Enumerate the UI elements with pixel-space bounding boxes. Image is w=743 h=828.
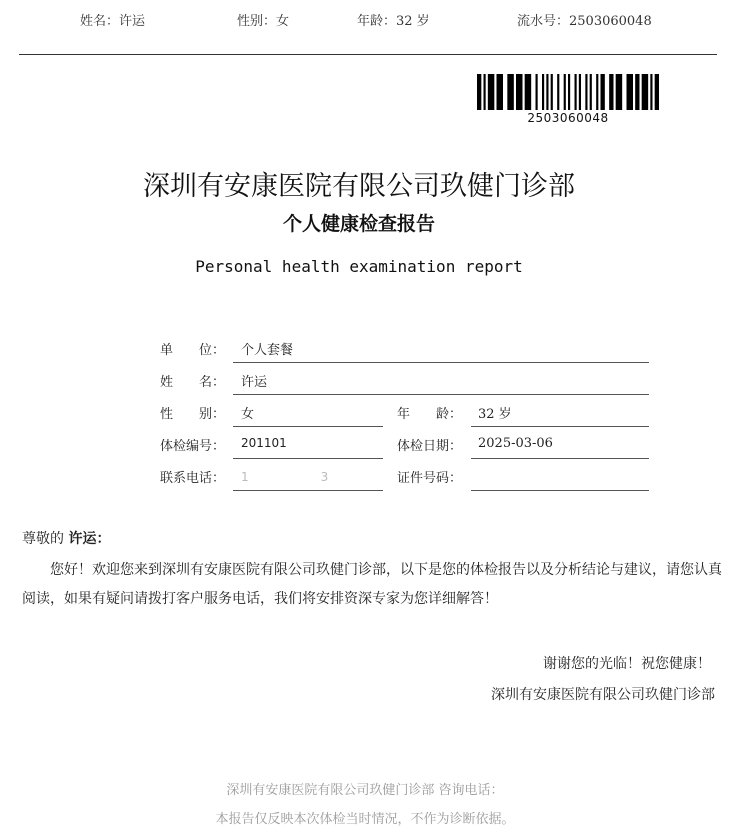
barcode-bar (516, 74, 523, 110)
footer-contact: 深圳有安康医院有限公司玖健门诊部 咨询电话： (226, 783, 504, 798)
phone-label: 联系电话： (160, 471, 226, 486)
barcode-bar (616, 74, 623, 110)
phone-value: 1 3 (241, 470, 329, 484)
page-header (0, 10, 743, 30)
age-underline (471, 426, 649, 427)
gender-value: 女 (241, 407, 255, 422)
barcode-bar (609, 74, 613, 110)
barcode-bar (546, 74, 548, 110)
barcode-bar (557, 74, 559, 110)
thanks-line: 谢谢您的光临！祝您健康！ (543, 656, 711, 672)
name-label: 姓 名： (160, 375, 226, 390)
exam-no-value: 201101 (241, 436, 287, 450)
barcode-bar (497, 74, 504, 110)
exam-date-value: 2025-03-06 (478, 436, 553, 451)
barcode-bar (525, 74, 532, 110)
header-gender: 性别：女 (237, 14, 290, 29)
barcode-bar (575, 74, 577, 110)
id-underline (471, 490, 649, 491)
barcode-bar (477, 74, 481, 110)
header-name: 姓名：许运 (80, 14, 146, 29)
barcode-bar (585, 74, 587, 110)
barcode-bar (564, 74, 566, 110)
phone-underline (233, 490, 383, 491)
gender-underline (233, 426, 383, 427)
unit-label: 单 位： (160, 343, 226, 358)
barcode-bar (642, 74, 649, 110)
recipient-name: 许运： (68, 531, 111, 547)
barcode-bar (484, 74, 486, 110)
name-value: 许运 (241, 375, 268, 390)
header-serial: 流水号：2503060048 (517, 14, 652, 29)
barcode-bar (635, 74, 639, 110)
barcode-bar (507, 74, 514, 110)
barcode-image (477, 74, 659, 110)
salutation (22, 528, 110, 548)
barcode (477, 74, 659, 125)
barcode-bar (655, 74, 659, 110)
barcode-bar (601, 74, 605, 110)
barcode-bar (579, 74, 581, 110)
barcode-bar (542, 74, 544, 110)
exam-date-label: 体检日期： (397, 439, 463, 454)
barcode-bar (627, 74, 634, 110)
report-title-en: Personal health examination report (195, 257, 523, 276)
barcode-bar (568, 74, 570, 110)
exam-no-underline (233, 458, 383, 459)
id-label: 证件号码： (397, 471, 463, 486)
exam-date-underline (471, 458, 649, 459)
letter-body: 您好！欢迎您来到深圳有安康医院有限公司玖健门诊部，以下是您的体检报告以及分析结论与建议，请您认真阅读，如果有疑问请拨打客户服务电话，我们将安排资深专家为您详细解答！ (22, 562, 722, 607)
footer-disclaimer: 本报告仅反映本次体检当时情况，不作为诊断依据。 (215, 812, 515, 827)
header-age: 年龄：32 岁 (357, 14, 430, 29)
barcode-bar (551, 74, 553, 110)
gender-label: 性 别： (160, 407, 226, 422)
report-title-cn: 个人健康检查报告 (282, 213, 435, 235)
header-divider (19, 54, 717, 55)
barcode-bar (650, 74, 652, 110)
barcode-number: 2503060048 (527, 111, 609, 125)
barcode-bar (596, 74, 598, 110)
unit-value: 个人套餐 (241, 343, 294, 358)
age-value: 32 岁 (478, 407, 512, 422)
hospital-name: 深圳有安康医院有限公司玖健门诊部 (143, 171, 575, 202)
unit-underline (233, 362, 649, 363)
barcode-bar (536, 74, 538, 110)
age-label: 年 龄： (397, 407, 463, 422)
salutation-text: 尊敬的 (22, 531, 64, 547)
exam-no-label: 体检编号： (160, 439, 226, 454)
barcode-bar (590, 74, 592, 110)
barcode-bar (488, 74, 495, 110)
name-underline (233, 394, 649, 395)
signature-line: 深圳有安康医院有限公司玖健门诊部 (491, 687, 715, 703)
